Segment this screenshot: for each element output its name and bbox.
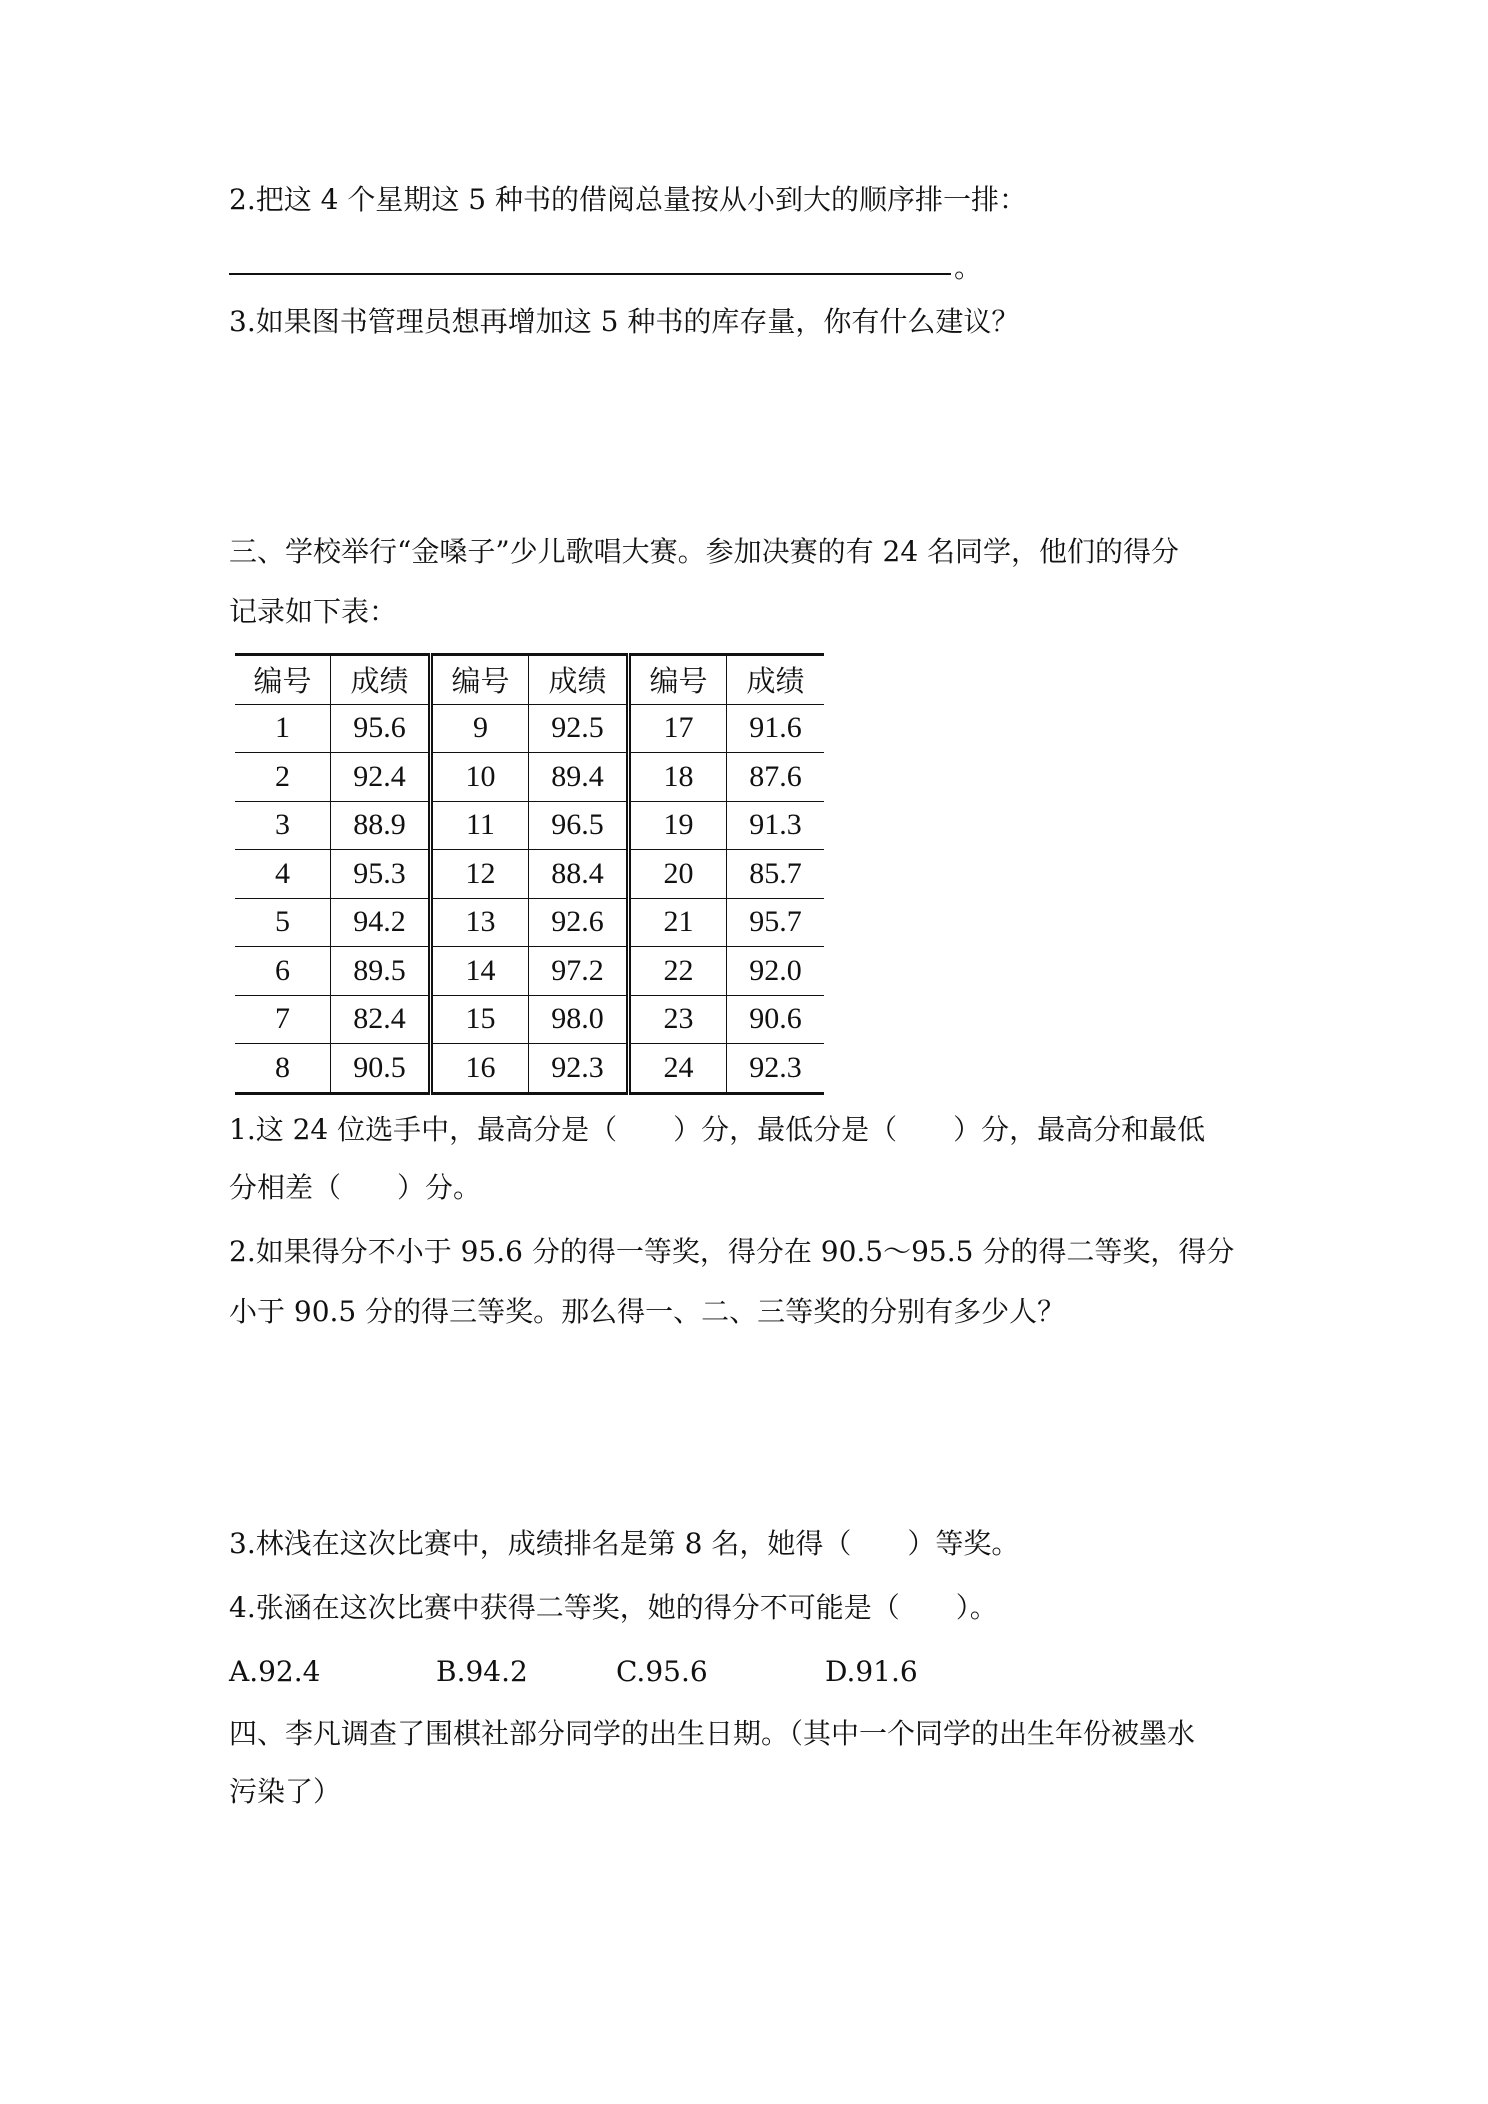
cell-number: 22 [629,947,727,996]
table-row [235,947,824,996]
cell-number: 12 [431,850,529,899]
header-cell: 成绩 [331,655,431,705]
question-2-3: 3.如果图书管理员想再增加这 5 种书的库存量，你有什么建议？ [229,305,1020,338]
cell-number: 2 [235,753,331,802]
cell-number: 4 [235,850,331,899]
cell-number: 21 [629,898,727,947]
cell-number: 11 [431,801,529,850]
cell-score: 88.9 [331,801,431,850]
cell-score: 92.6 [529,898,629,947]
question-3-1-line1 [229,1110,1205,1150]
q1-text-d: 分相差（ [229,1171,342,1204]
cell-score: 92.5 [529,704,629,753]
cell-score: 95.3 [331,850,431,899]
header-cell: 成绩 [529,655,629,705]
q3-text-a: 3.林浅在这次比赛中，成绩排名是第 8 名，她得（ [229,1527,852,1560]
cell-score: 91.3 [727,801,825,850]
cell-score: 91.6 [727,704,825,753]
cell-score: 94.2 [331,898,431,947]
cell-score: 87.6 [727,753,825,802]
question-3-4 [229,1588,998,1628]
cell-number: 17 [629,704,727,753]
q1-text-c: ）分，最高分和最低 [953,1113,1206,1146]
cell-number: 10 [431,753,529,802]
cell-number: 3 [235,801,331,850]
cell-score: 97.2 [529,947,629,996]
cell-score: 92.3 [529,1044,629,1094]
cell-number: 15 [431,995,529,1044]
table-row [235,898,824,947]
cell-number: 8 [275,1050,290,1084]
table-row [235,704,824,753]
cell-score: 98.0 [529,995,629,1044]
cell-score: 92.4 [331,753,431,802]
header-cell: 编号 [235,655,331,705]
table-header-row [235,655,824,705]
section-4-line2: 污染了） [229,1775,342,1808]
question-2-2: 2.把这 4 个星期这 5 种书的借阅总量按从小到大的顺序排一排： [229,183,1027,216]
table-row [235,801,824,850]
cell-score: 85.7 [727,850,825,899]
q4-text-a: 4.张涵在这次比赛中获得二等奖，她的得分不可能是（ [229,1591,900,1624]
cell-score: 95.6 [331,704,431,753]
q1-text-b: ）分，最低分是（ [673,1113,898,1146]
header-cell: 编号 [431,655,529,705]
cell-number: 18 [629,753,727,802]
cell-score: 90.5 [331,1044,431,1094]
q4-text-b: ）。 [955,1591,998,1624]
cell-score: 90.6 [727,995,825,1044]
cell-number: 9 [431,704,529,753]
cell-number: 19 [629,801,727,850]
section-3-intro-line2: 记录如下表： [229,595,398,628]
cell-number: 5 [235,898,331,947]
cell-score: 92.0 [727,947,825,996]
section-4-line1: 四、李凡调查了围棋社部分同学的出生日期。（其中一个同学的出生年份被墨水 [229,1717,1196,1750]
q1-text-e: ）分。 [397,1171,482,1204]
cell-score: 95.7 [727,898,825,947]
cell-number: 13 [431,898,529,947]
cell-score: 89.4 [529,753,629,802]
cell-number: 20 [629,850,727,899]
cell-number: 1 [235,704,331,753]
option-d: D.91.6 [825,1655,918,1688]
question-3-3 [229,1524,1019,1564]
answer-blank-line [229,253,951,275]
q3-text-b: ）等奖。 [907,1527,1020,1560]
table-row [235,995,824,1044]
cell-score: 89.5 [331,947,431,996]
cell-number: 23 [629,995,727,1044]
cell-score: 88.4 [529,850,629,899]
score-table [235,653,824,1095]
header-cell: 成绩 [727,655,825,705]
option-c: C.95.6 [616,1655,708,1688]
q1-text-a: 1.这 24 位选手中，最高分是（ [229,1113,618,1146]
question-3-2-line1: 2.如果得分不小于 95.6 分的得一等奖，得分在 90.5～95.5 分的得二等奖，得分 [229,1235,1235,1268]
section-3-intro-line1: 三、学校举行“金嗓子”少儿歌唱大赛。参加决赛的有 24 名同学，他们的得分 [229,535,1180,568]
table-row [235,753,824,802]
cell-number: 16 [431,1044,529,1094]
table-row [235,850,824,899]
question-3-2-line2: 小于 90.5 分的得三等奖。那么得一、二、三等奖的分别有多少人？ [229,1295,1066,1328]
cell-number: 24 [629,1044,727,1094]
cell-score: 82.4 [331,995,431,1044]
header-cell: 编号 [629,655,727,705]
answer-blank-end: 。 [954,251,983,284]
option-a: A.92.4 [229,1655,321,1688]
cell-number: 6 [235,947,331,996]
table-row [235,1044,824,1094]
option-b: B.94.2 [436,1655,528,1688]
question-3-1-line2 [229,1168,481,1208]
cell-score: 96.5 [529,801,629,850]
cell-number: 7 [235,995,331,1044]
cell-score: 92.3 [727,1044,825,1094]
cell-number: 14 [431,947,529,996]
